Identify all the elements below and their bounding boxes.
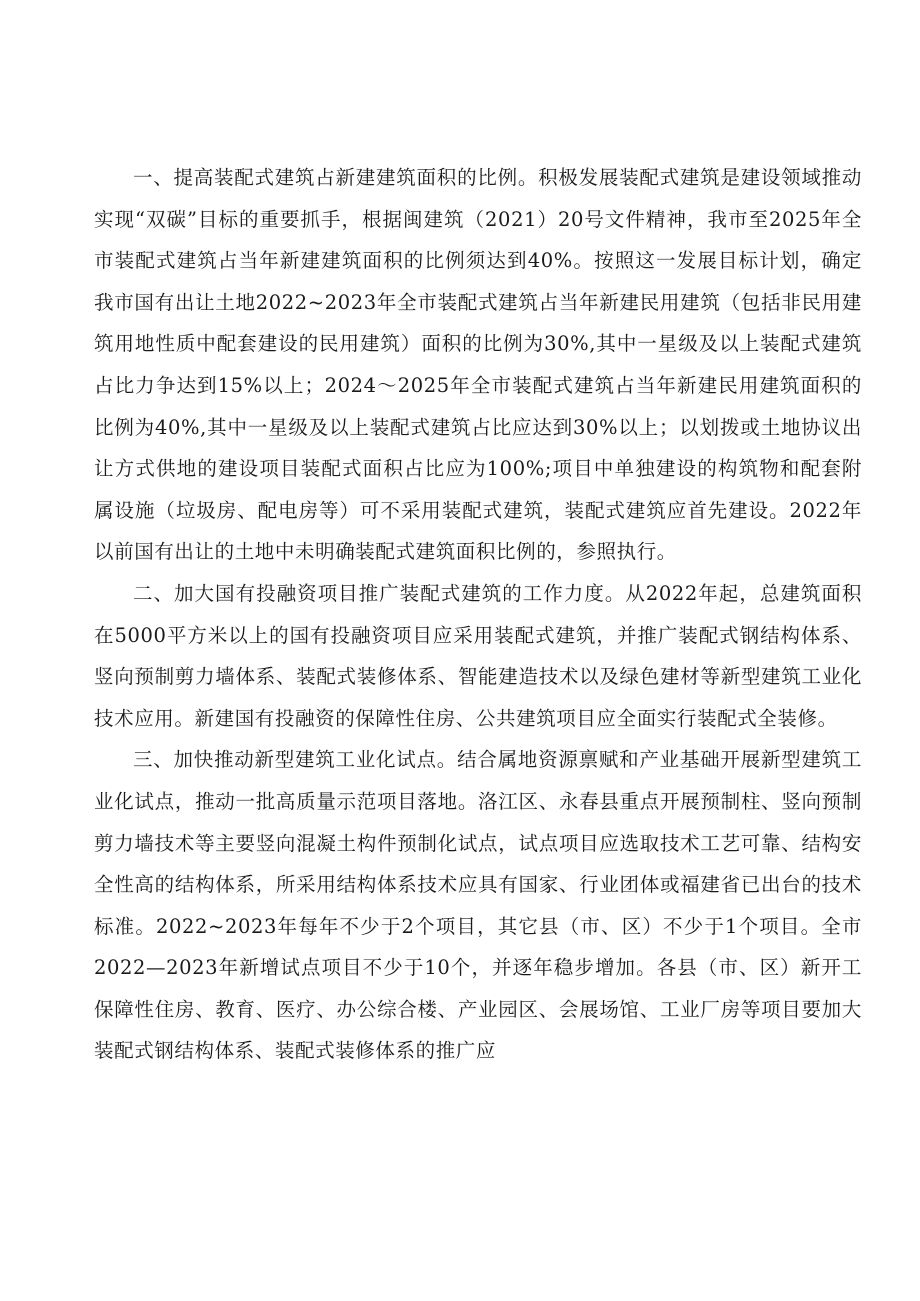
paragraph-2: 二、加大国有投融资项目推广装配式建筑的工作力度。从2022年起，总建筑面积在5000平方米以上的国有投融资项目应采用装配式建筑，并推广装配式钢结构体系、竖向预制剪力墙体系、装配式装修体系、智能建造技术以及绿色建材等新型建筑工业化技术应用。新建国有投融资的保障性住房、公共建筑项目应全面实行装配式全装修。: [94, 581, 862, 730]
paragraph-1: 一、提高装配式建筑占新建建筑面积的比例。积极发展装配式建筑是建设领域推动实现“双碳”目标的重要抓手，根据闽建筑（2021）20号文件精神，我市至2025年全市装配式建筑占当年新建建筑面积的比例须达到40%。按照这一发展目标计划，确定我市国有出让土地2022~2023年全市装配式建筑占当年新建民用建筑（包括非民用建筑用地性质中配套建设的民用建筑）面积的比例为30%,其中一星级及以上装配式建筑占比力争达到15%以上；2024～2025年全市装配式建筑占当年新建民用建筑面积的比例为40%,其中一星级及以上装配式建筑占比应达到30%以上；以划拨或土地协议出让方式供地的建设项目装配式面积占比应为100%;项目中单独建设的构筑物和配套附属设施（垃圾房、配电房等）可不采用装配式建筑，装配式建筑应首先建设。2022年以前国有出让的土地中未明确装配式建筑面积比例的，参照执行。: [94, 166, 862, 564]
document-body: [94, 157, 862, 1072]
paragraph-3: 三、加快推动新型建筑工业化试点。结合属地资源禀赋和产业基础开展新型建筑工业化试点，推动一批高质量示范项目落地。洛江区、永春县重点开展预制柱、竖向预制剪力墙技术等主要竖向混凝土构件预制化试点，试点项目应选取技术工艺可靠、结构安全性高的结构体系，所采用结构体系技术应具有国家、行业团体或福建省已出台的技术标准。2022~2023年每年不少于2个项目，其它县（市、区）不少于1个项目。全市2022—2023年新增试点项目不少于10个，并逐年稳步增加。各县（市、区）新开工保障性住房、教育、医疗、办公综合楼、产业园区、会展场馆、工业厂房等项目要加大装配式钢结构体系、装配式装修体系的推广应: [94, 748, 862, 1063]
